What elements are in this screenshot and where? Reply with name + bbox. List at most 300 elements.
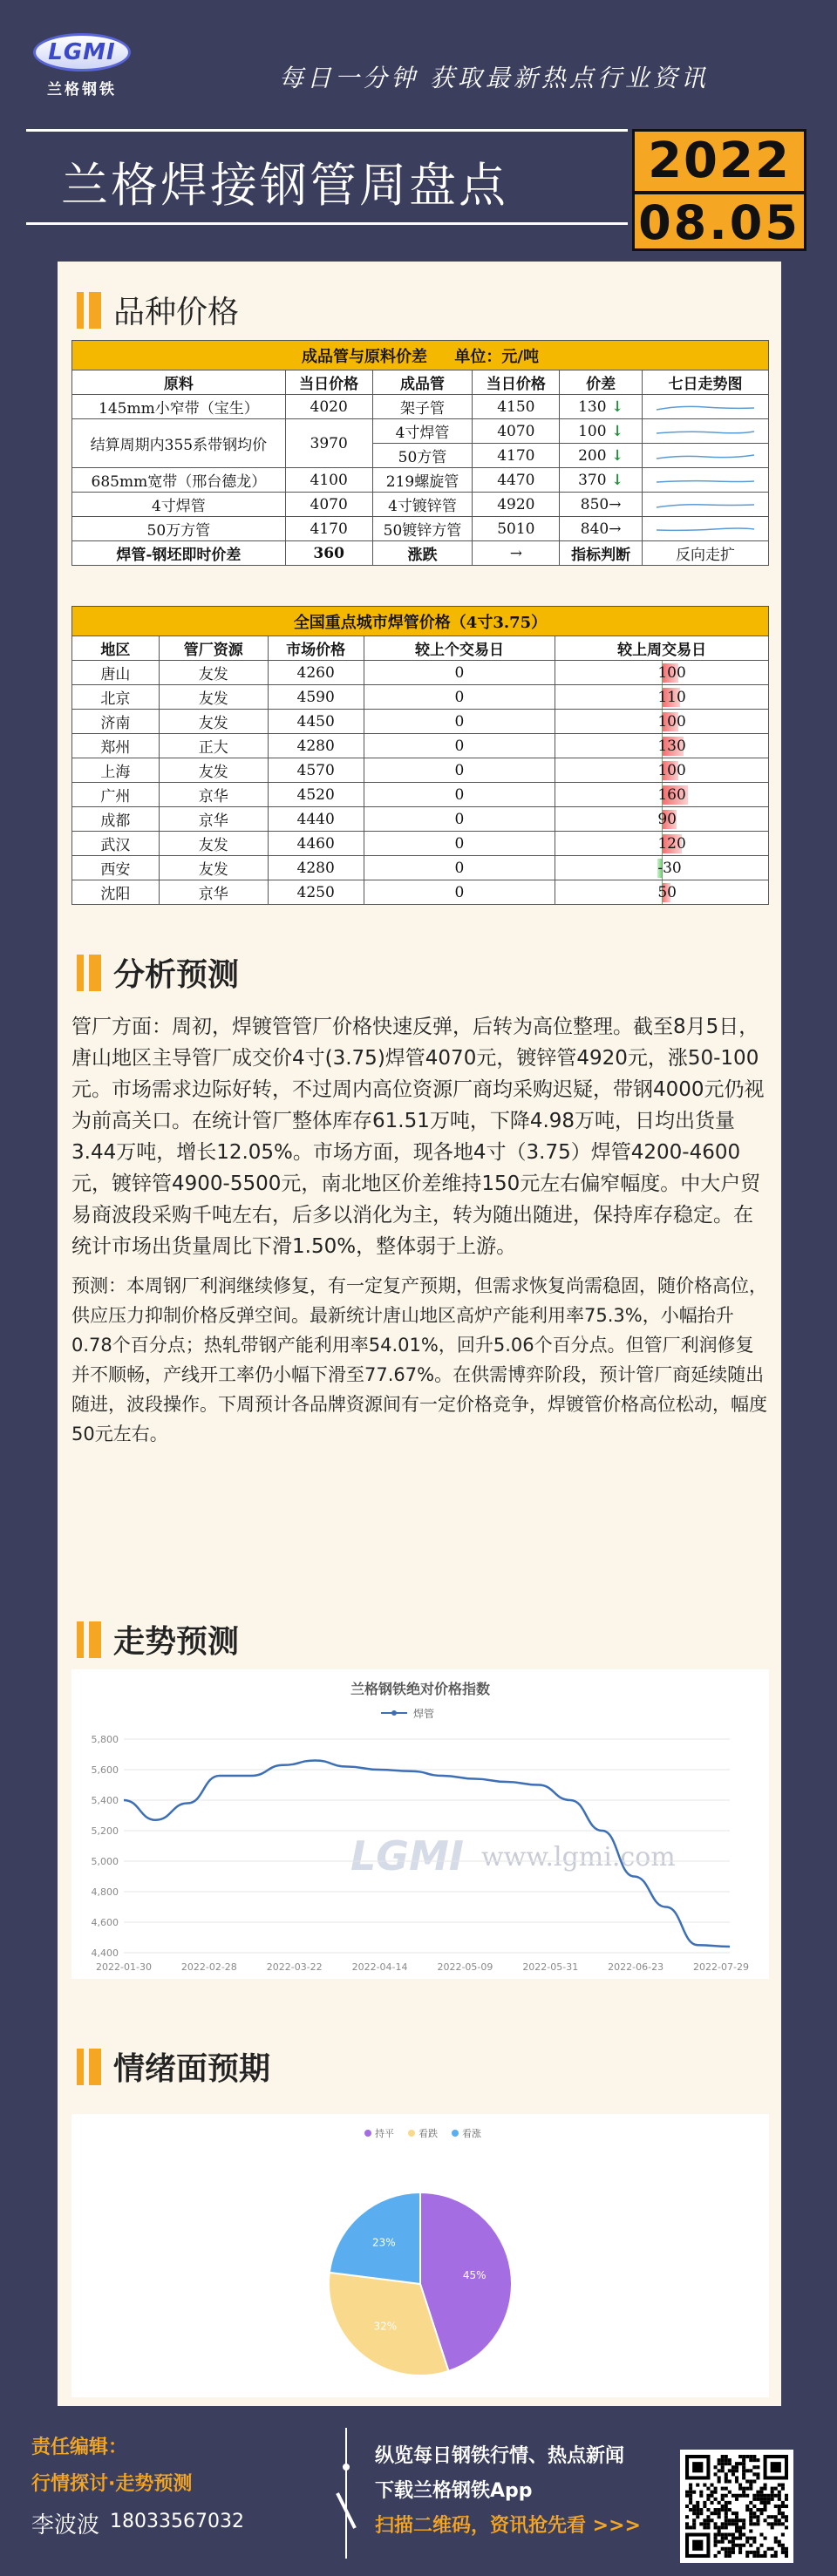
qr-module xyxy=(742,2487,745,2491)
qr-module xyxy=(685,2494,689,2498)
qr-module xyxy=(774,2518,778,2522)
qr-module xyxy=(725,2487,728,2491)
qr-module xyxy=(732,2547,735,2551)
legend-marker xyxy=(364,2130,371,2137)
qr-module xyxy=(728,2491,732,2494)
qr-module xyxy=(725,2494,728,2498)
accent-bar xyxy=(89,2049,101,2085)
qr-module xyxy=(710,2511,713,2515)
qr-module xyxy=(771,2515,774,2518)
qr-module xyxy=(738,2484,742,2487)
qr-module xyxy=(749,2537,752,2540)
slogan: 每日一分钟 获取最新热点行业资讯 xyxy=(279,64,709,92)
qr-module xyxy=(696,2505,699,2508)
qr-module xyxy=(759,2508,763,2511)
qr-module xyxy=(718,2476,721,2479)
qr-module xyxy=(696,2484,699,2487)
legend-marker xyxy=(452,2130,459,2137)
qr-module xyxy=(689,2501,692,2505)
qr-module xyxy=(771,2498,774,2501)
qr-module xyxy=(735,2498,738,2501)
qr-module xyxy=(774,2551,778,2554)
qr-module xyxy=(742,2476,745,2479)
qr-module xyxy=(706,2525,710,2529)
qr-module xyxy=(781,2487,785,2491)
qr-module xyxy=(767,2547,771,2551)
qr-module xyxy=(732,2511,735,2515)
qr-module xyxy=(714,2508,718,2511)
qr-module xyxy=(738,2551,742,2554)
table-header-row: 地区 管厂资源 市场价格 较上个交易日 较上周交易日 xyxy=(72,636,769,661)
x-tick-label: 2022-03-22 xyxy=(266,1961,323,1973)
qr-module xyxy=(706,2522,710,2525)
qr-module xyxy=(759,2533,763,2537)
qr-module xyxy=(735,2544,738,2547)
legend-marker xyxy=(391,1710,397,1716)
qr-module xyxy=(685,2515,689,2518)
y-tick-label: 5,600 xyxy=(91,1764,119,1776)
qr-module xyxy=(735,2511,738,2515)
qr-module xyxy=(752,2554,756,2558)
legend-label: 看跌 xyxy=(418,2128,438,2139)
arrow-icon: ↓ xyxy=(610,446,624,465)
qr-code[interactable] xyxy=(680,2450,793,2563)
qr-module xyxy=(756,2554,759,2558)
qr-module xyxy=(714,2522,718,2525)
qr-module xyxy=(732,2494,735,2498)
qr-module xyxy=(710,2518,713,2522)
qr-module xyxy=(756,2458,759,2462)
qr-module xyxy=(689,2498,692,2501)
qr-module xyxy=(759,2498,763,2501)
qr-module xyxy=(685,2505,689,2508)
analysis-text xyxy=(71,1011,769,1449)
qr-module xyxy=(764,2505,767,2508)
qr-module xyxy=(718,2469,721,2472)
qr-module xyxy=(767,2515,771,2518)
qr-module xyxy=(745,2469,749,2472)
qr-module xyxy=(771,2491,774,2494)
qr-module xyxy=(725,2479,728,2483)
logo-name: 兰格钢铁 xyxy=(47,81,117,99)
legend-marker xyxy=(408,2130,415,2137)
qr-module xyxy=(749,2544,752,2547)
qr-module xyxy=(721,2505,725,2508)
qr-module xyxy=(752,2505,756,2508)
qr-module xyxy=(721,2498,725,2501)
qr-module xyxy=(764,2501,767,2505)
qr-module xyxy=(692,2505,696,2508)
arrow-icon: ↓ xyxy=(610,471,624,489)
qr-module xyxy=(778,2491,781,2494)
x-tick-label: 2022-06-23 xyxy=(608,1961,664,1973)
qr-module xyxy=(685,2525,689,2529)
qr-module xyxy=(732,2472,735,2476)
qr-module xyxy=(725,2525,728,2529)
qr-module xyxy=(718,2529,721,2532)
qr-module xyxy=(721,2462,725,2465)
qr-module xyxy=(728,2533,732,2537)
qr-module xyxy=(745,2554,749,2558)
data-bar-label: 100 xyxy=(657,712,686,731)
qr-module xyxy=(781,2533,785,2537)
qr-module xyxy=(735,2518,738,2522)
qr-module xyxy=(752,2498,756,2501)
qr-module xyxy=(699,2508,703,2511)
qr-module xyxy=(764,2494,767,2498)
qr-module xyxy=(735,2494,738,2498)
qr-module xyxy=(703,2501,706,2505)
sparkline xyxy=(653,423,758,440)
table-row: 成都 京华 4440 0 90 xyxy=(72,807,769,832)
table-row: 上海 友发 4570 0 100 xyxy=(72,758,769,783)
qr-module xyxy=(689,2525,692,2529)
footer-line-1: 纵览每日钢铁行情、热点新闻 xyxy=(375,2445,625,2467)
qr-module xyxy=(718,2515,721,2518)
qr-module xyxy=(725,2501,728,2505)
data-bar-label: 120 xyxy=(657,834,686,853)
qr-module xyxy=(745,2487,749,2491)
qr-module xyxy=(774,2487,778,2491)
data-bar-label: 90 xyxy=(657,810,677,828)
editor-phone: 18033567032 xyxy=(110,2511,244,2532)
price-table xyxy=(71,340,769,566)
qr-module xyxy=(696,2515,699,2518)
qr-module xyxy=(756,2508,759,2511)
line-chart-panel xyxy=(71,1669,769,1979)
qr-module xyxy=(745,2508,749,2511)
qr-module xyxy=(714,2498,718,2501)
qr-module xyxy=(735,2479,738,2483)
qr-module xyxy=(725,2458,728,2462)
qr-module xyxy=(706,2518,710,2522)
qr-module xyxy=(749,2511,752,2515)
qr-module xyxy=(745,2479,749,2483)
pie-label: 45% xyxy=(462,2269,487,2282)
qr-module xyxy=(742,2462,745,2465)
forecast-paragraph: 预测：本周钢厂利润继续修复，有一定复产预期，但需求恢复尚需稳固，随价格高位，供应压力抑制价格反弹空间。最新统计唐山地区高炉产能利用率75.3%，小幅抬升0.78个百分点；热轧带钢产能利用率54.01%，回升5.06个百分点。但管厂利润修复并不顺畅，产线开工率仍小幅下滑至77.67%。在供需博弈阶段，预计管厂商延续随出随进，波段操作。下周预计各品牌资源间有一定价格竞争，焊镀管价格高位松动，幅度50元左右。 xyxy=(71,1275,767,1444)
qr-module xyxy=(732,2465,735,2469)
logo xyxy=(33,33,146,103)
qr-module xyxy=(699,2494,703,2498)
qr-module xyxy=(718,2511,721,2515)
qr-module xyxy=(759,2554,763,2558)
qr-module xyxy=(752,2458,756,2462)
qr-module xyxy=(764,2554,767,2558)
qr-module xyxy=(706,2508,710,2511)
qr-module xyxy=(710,2494,713,2498)
qr-module xyxy=(749,2508,752,2511)
qr-module xyxy=(714,2537,718,2540)
qr-module xyxy=(756,2465,759,2469)
qr-module xyxy=(735,2476,738,2479)
data-bar-label: 130 xyxy=(657,737,686,755)
qr-module xyxy=(738,2518,742,2522)
x-tick-label: 2022-04-14 xyxy=(351,1961,408,1973)
qr-module xyxy=(738,2525,742,2529)
line-chart xyxy=(71,1669,769,1979)
qr-module xyxy=(785,2554,788,2558)
watermark-logo: LGMI xyxy=(350,1832,464,1879)
qr-module xyxy=(749,2551,752,2554)
qr-module xyxy=(781,2522,785,2525)
qr-module xyxy=(685,2491,689,2494)
qr-module xyxy=(706,2498,710,2501)
qr-module xyxy=(756,2498,759,2501)
qr-module xyxy=(742,2525,745,2529)
accent-bar xyxy=(77,955,84,991)
table-row: 武汉 友发 4460 0 120 xyxy=(72,832,769,856)
qr-module xyxy=(732,2551,735,2554)
qr-module xyxy=(714,2544,718,2547)
qr-module xyxy=(785,2505,788,2508)
qr-module xyxy=(742,2544,745,2547)
qr-module xyxy=(742,2465,745,2469)
qr-module xyxy=(728,2518,732,2522)
table-row: 50万方管 4170 50镀锌方管 5010 840→ xyxy=(72,517,769,541)
qr-module xyxy=(689,2484,692,2487)
qr-module xyxy=(728,2540,732,2544)
qr-module xyxy=(714,2472,718,2476)
qr-module xyxy=(749,2522,752,2525)
qr-module xyxy=(721,2522,725,2525)
qr-module xyxy=(725,2505,728,2508)
qr-module xyxy=(738,2537,742,2540)
table-row: 50方管 4170 200 ↓ xyxy=(72,444,769,468)
qr-module xyxy=(732,2469,735,2472)
qr-module xyxy=(718,2540,721,2544)
qr-module xyxy=(721,2540,725,2544)
qr-module xyxy=(714,2465,718,2469)
qr-module xyxy=(764,2498,767,2501)
qr-module xyxy=(767,2498,771,2501)
table-row: 济南 友发 4450 0 100 xyxy=(72,710,769,734)
qr-module xyxy=(718,2508,721,2511)
qr-module xyxy=(735,2525,738,2529)
qr-module xyxy=(756,2547,759,2551)
page-title: 兰格焊接钢管周盘点 xyxy=(61,158,508,213)
qr-module xyxy=(725,2522,728,2525)
qr-module xyxy=(703,2505,706,2508)
qr-module xyxy=(725,2533,728,2537)
table-row: 结算周期内355系带钢均价 3970 4寸焊管 4070 100 ↓ xyxy=(72,419,769,444)
y-tick-label: 4,600 xyxy=(91,1917,119,1928)
qr-module xyxy=(721,2458,725,2462)
qr-module xyxy=(738,2462,742,2465)
qr-module xyxy=(778,2522,781,2525)
qr-module xyxy=(721,2494,725,2498)
qr-module xyxy=(749,2515,752,2518)
logo-mark: LGMI xyxy=(33,33,131,71)
qr-module xyxy=(781,2551,785,2554)
table-summary-row: 焊管-钢坯即时价差 360 涨跌 → 指标判断 反向走扩 xyxy=(72,541,769,566)
qr-module xyxy=(725,2462,728,2465)
qr-module xyxy=(714,2554,718,2558)
data-bar-label: 160 xyxy=(657,785,686,804)
qr-module xyxy=(759,2511,763,2515)
x-tick-label: 2022-01-30 xyxy=(96,1961,152,1973)
qr-finder xyxy=(692,2462,703,2472)
qr-module xyxy=(728,2522,732,2525)
qr-module xyxy=(764,2537,767,2540)
qr-module xyxy=(721,2455,725,2458)
qr-module xyxy=(699,2522,703,2525)
qr-module xyxy=(735,2529,738,2532)
qr-module xyxy=(728,2462,732,2465)
qr-module xyxy=(756,2491,759,2494)
qr-module xyxy=(714,2533,718,2537)
qr-module xyxy=(774,2537,778,2540)
qr-module xyxy=(728,2458,732,2462)
y-tick-label: 4,800 xyxy=(91,1886,119,1898)
qr-module xyxy=(738,2547,742,2551)
qr-module xyxy=(725,2476,728,2479)
qr-module xyxy=(785,2515,788,2518)
sparkline xyxy=(653,447,758,465)
qr-module xyxy=(735,2515,738,2518)
qr-module xyxy=(778,2505,781,2508)
qr-module xyxy=(764,2487,767,2491)
x-tick-label: 2022-07-29 xyxy=(693,1961,749,1973)
qr-module xyxy=(735,2537,738,2540)
qr-module xyxy=(689,2491,692,2494)
qr-module xyxy=(732,2533,735,2537)
qr-module xyxy=(759,2494,763,2498)
sparkline xyxy=(653,520,758,538)
qr-module xyxy=(771,2554,774,2558)
qr-module xyxy=(714,2540,718,2544)
qr-module xyxy=(774,2515,778,2518)
accent-bar xyxy=(89,1621,101,1658)
qr-module xyxy=(785,2498,788,2501)
qr-module xyxy=(781,2544,785,2547)
watermark-url: www.lgmi.com xyxy=(481,1842,676,1873)
qr-module xyxy=(710,2491,713,2494)
city-rows xyxy=(72,661,769,905)
data-bar-label: -30 xyxy=(657,859,682,877)
footer-line-3[interactable]: 扫描二维码，资讯抢先看 >>> xyxy=(375,2515,641,2537)
qr-module xyxy=(725,2508,728,2511)
qr-module xyxy=(728,2554,732,2558)
qr-module xyxy=(732,2540,735,2544)
pie-label: 32% xyxy=(373,2320,398,2333)
qr-module xyxy=(774,2505,778,2508)
accent-bar xyxy=(89,955,101,991)
qr-module xyxy=(749,2458,752,2462)
qr-finder xyxy=(771,2462,781,2472)
qr-module xyxy=(781,2501,785,2505)
table-row: 北京 友发 4590 0 110 xyxy=(72,685,769,710)
qr-module xyxy=(742,2491,745,2494)
qr-module xyxy=(692,2511,696,2515)
qr-module xyxy=(706,2487,710,2491)
qr-module xyxy=(689,2487,692,2491)
qr-module xyxy=(764,2484,767,2487)
qr-module xyxy=(767,2501,771,2505)
legend-label: 看涨 xyxy=(462,2128,481,2139)
data-bar-label: 100 xyxy=(657,663,686,682)
editor-label: 责任编辑： xyxy=(31,2437,128,2458)
arrow-icon: → xyxy=(609,520,622,538)
qr-module xyxy=(710,2484,713,2487)
qr-module xyxy=(710,2501,713,2505)
arrow-icon: ↓ xyxy=(610,398,624,416)
table-row: 沈阳 京华 4250 0 50 xyxy=(72,880,769,905)
qr-module xyxy=(742,2533,745,2537)
sparkline xyxy=(653,496,758,513)
table-row: 郑州 正大 4280 0 130 xyxy=(72,734,769,758)
qr-module xyxy=(732,2518,735,2522)
qr-module xyxy=(752,2522,756,2525)
qr-module xyxy=(785,2494,788,2498)
qr-module xyxy=(738,2529,742,2532)
qr-module xyxy=(718,2551,721,2554)
qr-module xyxy=(771,2494,774,2498)
editor-name: 李波波 xyxy=(31,2512,100,2539)
qr-module xyxy=(752,2472,756,2476)
qr-module xyxy=(752,2455,756,2458)
table1-title: 成品管与原料价差 单位：元/吨 xyxy=(72,341,769,370)
qr-module xyxy=(692,2518,696,2522)
qr-module xyxy=(689,2494,692,2498)
qr-module xyxy=(785,2547,788,2551)
qr-module xyxy=(728,2479,732,2483)
qr-module xyxy=(735,2469,738,2472)
qr-module xyxy=(771,2525,774,2529)
qr-module xyxy=(785,2525,788,2529)
qr-module xyxy=(778,2544,781,2547)
qr-module xyxy=(752,2515,756,2518)
qr-module xyxy=(725,2515,728,2518)
qr-module xyxy=(752,2540,756,2544)
qr-module xyxy=(718,2533,721,2537)
qr-module xyxy=(759,2491,763,2494)
qr-module xyxy=(759,2487,763,2491)
qr-module xyxy=(752,2494,756,2498)
qr-module xyxy=(725,2511,728,2515)
qr-module xyxy=(756,2518,759,2522)
section-price-header xyxy=(77,288,239,332)
legend-label: 焊管 xyxy=(413,1708,435,1720)
qr-module xyxy=(759,2501,763,2505)
qr-module xyxy=(699,2511,703,2515)
qr-module xyxy=(738,2494,742,2498)
data-bar-label: 110 xyxy=(657,688,686,706)
qr-module xyxy=(756,2472,759,2476)
qr-module xyxy=(742,2522,745,2525)
qr-module xyxy=(774,2554,778,2558)
qr-module xyxy=(752,2537,756,2540)
qr-module xyxy=(738,2533,742,2537)
qr-module xyxy=(745,2455,749,2458)
qr-module xyxy=(749,2501,752,2505)
y-tick-label: 5,400 xyxy=(91,1795,119,1806)
qr-module xyxy=(749,2487,752,2491)
qr-module xyxy=(745,2540,749,2544)
qr-module xyxy=(732,2544,735,2547)
qr-module xyxy=(738,2544,742,2547)
legend-label: 持平 xyxy=(375,2128,394,2139)
qr-module xyxy=(764,2508,767,2511)
qr-module xyxy=(703,2525,706,2529)
qr-module xyxy=(767,2494,771,2498)
accent-bar xyxy=(89,292,101,329)
qr-module xyxy=(721,2547,725,2551)
divider-decoration xyxy=(324,2423,368,2563)
qr-module xyxy=(692,2522,696,2525)
qr-module xyxy=(735,2522,738,2525)
qr-module xyxy=(685,2522,689,2525)
